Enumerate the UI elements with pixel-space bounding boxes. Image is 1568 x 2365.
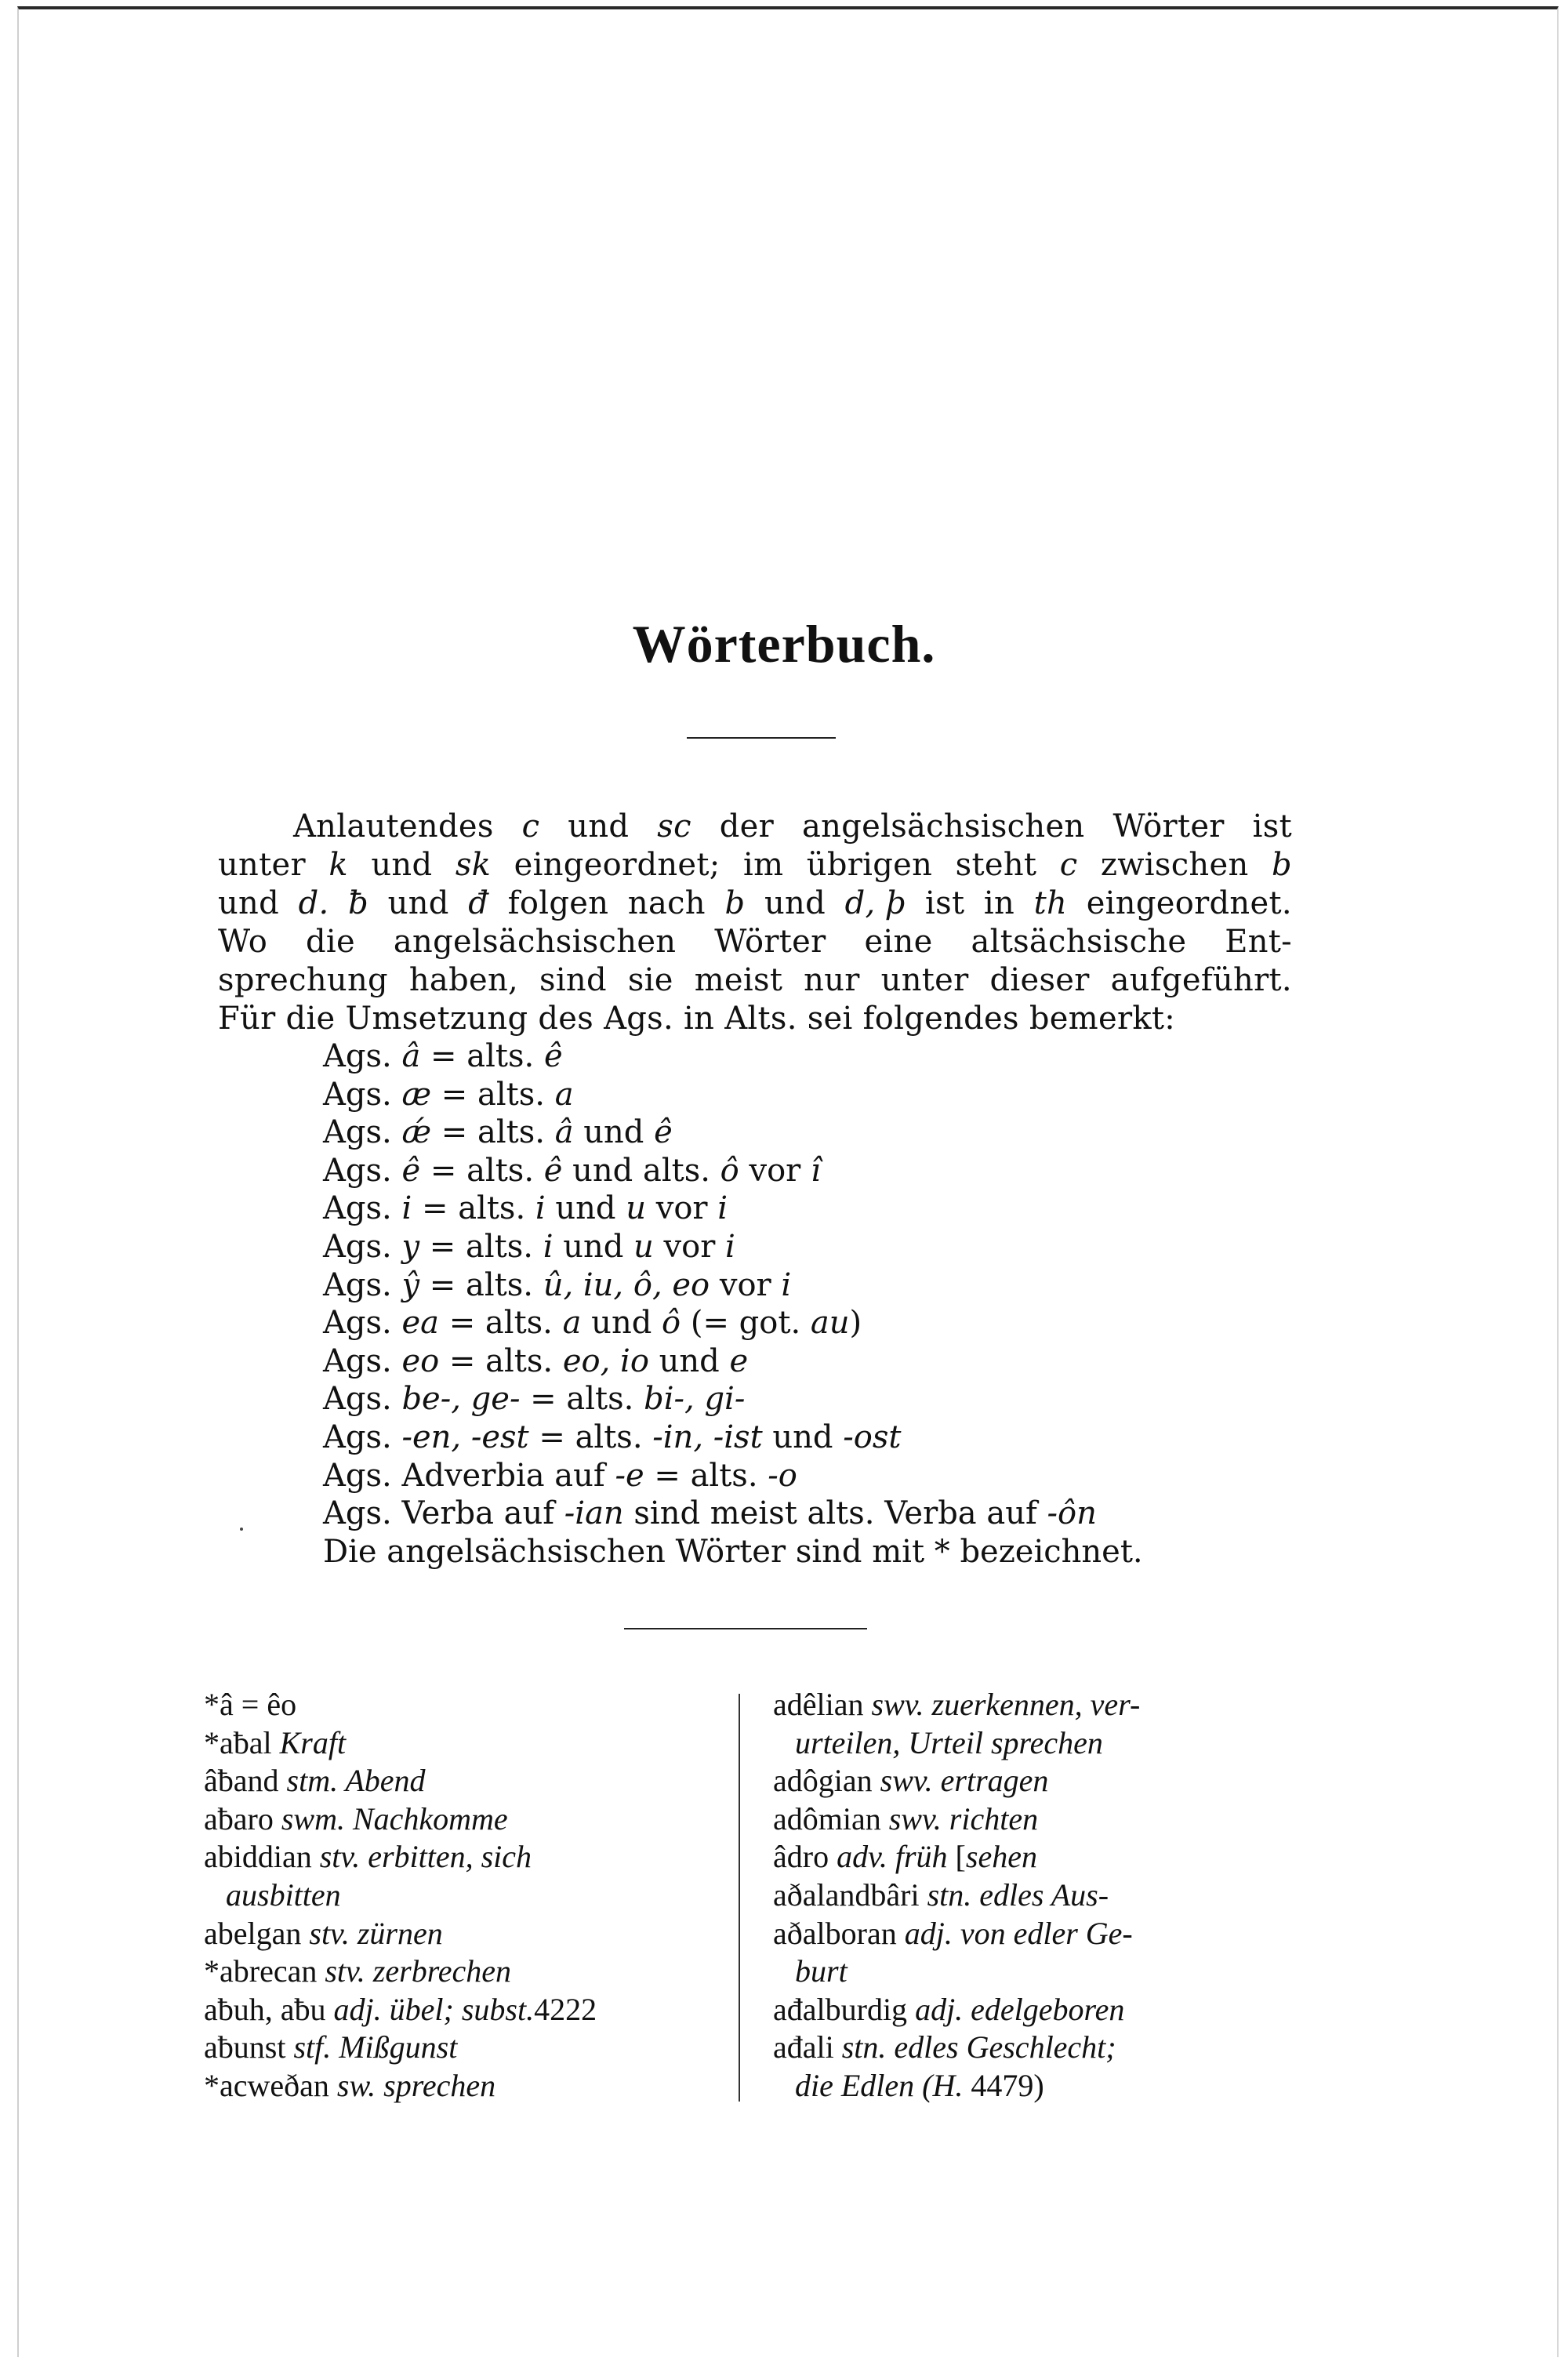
mapping-part: au xyxy=(810,1305,850,1342)
dictionary-entry xyxy=(773,1915,1306,1953)
mapping-part: i xyxy=(401,1190,412,1227)
dictionary-entry xyxy=(204,1762,713,1800)
entry-headword: *aƀal xyxy=(204,1724,280,1760)
mapping-part: ŷ xyxy=(401,1266,420,1303)
intro-word: c xyxy=(1059,847,1078,883)
mapping-part: vor xyxy=(646,1190,718,1227)
entry-headword: 4479) xyxy=(963,2067,1044,2103)
mapping-part: ô xyxy=(720,1152,739,1189)
dictionary-entry xyxy=(773,1800,1306,1839)
entry-gloss: stf. Mißgunst xyxy=(293,2029,458,2065)
entry-headword: 4222 xyxy=(534,1991,597,2027)
entry-continuation xyxy=(773,1725,1103,1760)
intro-word: sc xyxy=(657,808,691,845)
mapping-part: ê xyxy=(654,1114,673,1151)
dictionary-entry xyxy=(773,1838,1306,1876)
entry-headword: abiddian xyxy=(204,1839,320,1875)
mapping-row xyxy=(323,1228,1303,1266)
dictionary-entry xyxy=(773,1876,1306,1915)
mapping-part: ) xyxy=(849,1305,862,1342)
intro-word: Wo xyxy=(218,924,268,960)
entry-line xyxy=(773,1992,1124,2027)
mapping-part: bi-, gi- xyxy=(644,1381,746,1418)
mapping-part: -ôn xyxy=(1036,1495,1097,1532)
entry-headword: âdro xyxy=(773,1839,837,1875)
print-speck xyxy=(240,1528,243,1531)
mapping-row xyxy=(323,1076,1303,1114)
mapping-part: ê xyxy=(401,1152,421,1189)
intro-word: sie xyxy=(627,962,673,998)
intro-word: sind xyxy=(539,962,607,998)
intro-line xyxy=(218,885,1292,923)
mapping-part: = alts. xyxy=(439,1342,563,1379)
intro-word: Anlautendes xyxy=(293,808,494,845)
intro-word: d, þ xyxy=(844,885,906,921)
entry-gloss: stn. edles Aus- xyxy=(927,1876,1109,1913)
entry-line xyxy=(773,1916,1133,1951)
mapping-part: = alts. xyxy=(420,1038,544,1074)
intro-paragraph xyxy=(218,808,1292,1038)
intro-word: nur xyxy=(804,962,860,998)
mapping-part: i xyxy=(717,1190,728,1227)
entry-gloss: swv. richten xyxy=(888,1800,1039,1836)
entry-headword: aðalandbâri xyxy=(773,1876,927,1913)
mapping-part: = alts. xyxy=(431,1076,555,1113)
entry-line xyxy=(773,2029,1116,2065)
mapping-part: â xyxy=(554,1114,574,1151)
mapping-row xyxy=(323,1304,1303,1342)
mapping-prefix: Ags. xyxy=(323,1190,402,1227)
mapping-part: i xyxy=(535,1190,546,1227)
mapping-part: ǽ xyxy=(401,1114,432,1151)
dictionary-entry xyxy=(204,1876,713,1915)
mapping-row xyxy=(323,1419,1303,1457)
intro-line xyxy=(218,846,1292,885)
mapping-part: vor xyxy=(739,1152,811,1189)
intro-word: th xyxy=(1033,885,1068,921)
entry-line xyxy=(773,1801,1038,1836)
entry-gloss: adj. edelgeboren xyxy=(915,1991,1125,2027)
entry-headword: aƀaro xyxy=(204,1800,281,1836)
intro-word: eine xyxy=(864,924,933,960)
mapping-part: und xyxy=(762,1419,844,1455)
mapping-part: und alts. xyxy=(562,1152,720,1189)
mapping-prefix: Ags. xyxy=(323,1152,402,1189)
mapping-row xyxy=(323,1037,1303,1076)
mapping-part: und xyxy=(553,1228,634,1265)
entry-line xyxy=(773,1763,1048,1798)
intro-word: und xyxy=(764,885,826,921)
entry-gloss: adv. früh xyxy=(837,1839,948,1875)
entry-headword: *acweðan xyxy=(204,2067,337,2103)
dictionary-entry xyxy=(204,1991,713,2029)
title-rule xyxy=(687,737,836,739)
intro-line xyxy=(218,1000,1292,1038)
intro-word: unter xyxy=(218,847,306,883)
entry-line xyxy=(773,1877,1109,1913)
entry-line xyxy=(204,1725,346,1760)
entry-gloss: Kraft xyxy=(279,1724,347,1760)
entry-headword: aðalboran xyxy=(773,1915,905,1951)
intro-word: steht xyxy=(955,847,1037,883)
mapping-part: y xyxy=(401,1228,420,1265)
mapping-part: sind meist alts. Verba xyxy=(623,1495,987,1532)
intro-word: sk xyxy=(455,847,492,883)
entry-line xyxy=(773,1839,1037,1874)
entry-line xyxy=(204,1687,296,1722)
intro-word: meist xyxy=(694,962,783,998)
mapping-part: -o xyxy=(768,1457,797,1494)
mapping-part: be-, ge- xyxy=(401,1381,521,1418)
mapping-part: vor xyxy=(710,1266,782,1303)
entry-gloss: stm. Abend xyxy=(286,1763,426,1799)
intro-word: dieser xyxy=(989,962,1090,998)
mapping-part: Adverbia auf xyxy=(401,1457,615,1494)
mapping-part: -ost xyxy=(843,1419,902,1455)
intro-word: sprechung xyxy=(218,962,388,998)
section-rule xyxy=(624,1628,867,1629)
dictionary-entry xyxy=(773,1762,1306,1800)
mapping-part: û, iu, ô, eo xyxy=(543,1266,710,1303)
mapping-part: vor xyxy=(653,1228,726,1265)
mapping-row xyxy=(323,1342,1303,1381)
mapping-part: e xyxy=(729,1342,749,1379)
entry-line xyxy=(204,1992,597,2027)
mapping-prefix: Ags. xyxy=(323,1305,402,1342)
mapping-part: = alts. xyxy=(438,1305,563,1342)
mapping-part: î xyxy=(810,1152,821,1189)
mapping-part: i xyxy=(725,1228,735,1265)
intro-word: der xyxy=(719,808,775,845)
mapping-prefix: Ags. xyxy=(323,1228,402,1265)
entry-gloss: swm. Nachkomme xyxy=(281,1800,508,1836)
mapping-part: eo, io xyxy=(562,1342,649,1379)
mapping-prefix: Ags. xyxy=(323,1076,402,1113)
intro-word: angelsächsischen xyxy=(802,808,1085,845)
mapping-part: = alts. xyxy=(412,1190,535,1227)
intro-word: nach xyxy=(627,885,706,921)
intro-word: Für die Umsetzung des Ags. in Alts. sei folgendes bemerkt: xyxy=(218,1001,1176,1037)
dictionary-entry xyxy=(773,2067,1306,2105)
mapping-part: -ian xyxy=(564,1495,624,1532)
mapping-prefix: Ags. xyxy=(323,1495,402,1532)
mapping-list xyxy=(323,1037,1303,1571)
mapping-part: â xyxy=(401,1038,421,1074)
entry-headword: ađali xyxy=(773,2029,842,2065)
dictionary-entry xyxy=(204,1724,713,1763)
mapping-part: eo xyxy=(401,1342,440,1379)
entry-headword: abelgan xyxy=(204,1915,310,1951)
intro-line xyxy=(218,961,1292,1000)
mapping-part: ea xyxy=(401,1305,439,1342)
mapping-prefix: Ags. xyxy=(323,1038,402,1074)
entry-line xyxy=(204,1916,443,1951)
entry-headword: adêlian xyxy=(773,1687,872,1722)
entry-gloss: urteilen, Urteil sprechen xyxy=(795,1724,1103,1760)
entry-headword: aƀuh, aƀu xyxy=(204,1991,334,2027)
entry-gloss: adj. von edler Ge- xyxy=(904,1915,1133,1951)
mapping-part: Die angelsächsischen Wörter sind mit * bezeichnet. xyxy=(323,1533,1143,1570)
dictionary-entry xyxy=(204,1800,713,1839)
dictionary-entry xyxy=(773,1953,1306,1991)
page-title: Wörterbuch. xyxy=(632,614,936,674)
mapping-prefix: Ags. xyxy=(323,1342,402,1379)
entry-gloss: burt xyxy=(795,1953,848,1989)
intro-word: haben, xyxy=(408,962,519,998)
intro-word: k xyxy=(328,847,348,883)
intro-word: Wörter xyxy=(714,924,826,960)
mapping-row xyxy=(323,1190,1303,1228)
intro-line xyxy=(218,923,1292,961)
mapping-part: (= got. xyxy=(681,1305,811,1342)
entry-headword: adômian xyxy=(773,1800,889,1836)
entry-gloss: stv. erbitten, sich xyxy=(319,1839,532,1875)
mapping-part: ô xyxy=(662,1305,681,1342)
intro-word: Ent- xyxy=(1225,924,1292,960)
mapping-row xyxy=(323,1533,1303,1571)
entry-line xyxy=(204,1839,532,1874)
entry-gloss: swv. ertragen xyxy=(880,1763,1049,1799)
entry-gloss: stv. zürnen xyxy=(309,1915,443,1951)
mapping-part: Verba auf xyxy=(401,1495,564,1532)
intro-line xyxy=(218,808,1292,846)
mapping-part: und xyxy=(581,1305,662,1342)
intro-word: b xyxy=(1271,847,1292,883)
dictionary-entry xyxy=(204,2067,713,2105)
mapping-row xyxy=(323,1495,1303,1533)
dictionary-entry xyxy=(204,1686,713,1724)
mapping-part: -in, -ist xyxy=(652,1419,763,1455)
column-divider xyxy=(739,1694,740,2102)
entry-gloss: stv. zerbrechen xyxy=(325,1953,512,1989)
mapping-row xyxy=(323,1266,1303,1305)
mapping-row xyxy=(323,1152,1303,1190)
mapping-row xyxy=(323,1380,1303,1419)
mapping-part: ê xyxy=(543,1152,563,1189)
mapping-prefix: Ags. xyxy=(323,1266,402,1303)
entry-line xyxy=(204,2068,495,2103)
entry-gloss: die Edlen (H. xyxy=(795,2067,964,2103)
intro-word: übrigen xyxy=(806,847,933,883)
dictionary-entry xyxy=(773,2029,1306,2067)
entry-gloss: swv. zuerkennen, ver- xyxy=(871,1687,1141,1722)
intro-word: ist xyxy=(1252,808,1292,845)
mapping-part: und xyxy=(545,1190,626,1227)
intro-word: b xyxy=(724,885,746,921)
mapping-part: = alts. xyxy=(528,1419,653,1455)
dictionary-entry xyxy=(773,1686,1306,1724)
mapping-prefix: Ags. xyxy=(323,1381,402,1418)
intro-word: zwischen xyxy=(1100,847,1249,883)
mapping-part: und xyxy=(573,1114,655,1151)
intro-word: altsächsische xyxy=(971,924,1187,960)
intro-word: ist xyxy=(925,885,965,921)
entry-headword: [ xyxy=(947,1839,966,1875)
dictionary-entry xyxy=(773,1991,1306,2029)
entry-headword: *abrecan xyxy=(204,1953,325,1989)
entry-gloss: sehen xyxy=(965,1839,1037,1875)
intro-word: angelsächsischen xyxy=(393,924,677,960)
entry-gloss: ausbitten xyxy=(226,1876,341,1913)
intro-word: und xyxy=(218,885,280,921)
dictionary-entry xyxy=(773,1724,1306,1763)
mapping-part: = alts. xyxy=(520,1381,644,1418)
dictionary-entry xyxy=(204,2029,713,2067)
intro-word: folgen xyxy=(507,885,609,921)
entry-line xyxy=(204,2029,457,2065)
intro-word: und xyxy=(387,885,449,921)
entry-gloss: stn. edles Geschlecht; xyxy=(841,2029,1116,2065)
mapping-prefix: Ags. xyxy=(323,1419,402,1455)
mapping-part: = alts. xyxy=(419,1266,543,1303)
entry-line xyxy=(773,1687,1140,1722)
intro-word: und xyxy=(371,847,433,883)
mapping-part: u xyxy=(633,1228,654,1265)
intro-word: ƀ xyxy=(348,885,369,921)
intro-word: eingeordnet. xyxy=(1086,885,1292,921)
dictionary-column-right xyxy=(773,1686,1306,2105)
mapping-part: u xyxy=(626,1190,646,1227)
mapping-part: æ xyxy=(401,1076,432,1113)
intro-word: im xyxy=(743,847,784,883)
mapping-prefix: Ags. xyxy=(323,1457,402,1494)
mapping-prefix: Ags. xyxy=(323,1114,402,1151)
entry-gloss: adj. übel; subst. xyxy=(333,1991,535,2027)
entry-headword: *â = êo xyxy=(204,1687,297,1722)
intro-word: in xyxy=(983,885,1015,921)
entry-continuation xyxy=(204,1877,341,1913)
dictionary-entry xyxy=(204,1915,713,1953)
intro-word: Wörter xyxy=(1112,808,1225,845)
intro-word: unter xyxy=(880,962,969,998)
mapping-part: a xyxy=(554,1076,574,1113)
intro-word: đ xyxy=(468,885,489,921)
mapping-row xyxy=(323,1113,1303,1152)
intro-word: c xyxy=(521,808,540,845)
entry-continuation xyxy=(773,1953,848,1989)
entry-headword: adôgian xyxy=(773,1763,880,1799)
intro-word: die xyxy=(306,924,355,960)
mapping-part: i xyxy=(543,1228,554,1265)
mapping-part: = alts. xyxy=(420,1152,544,1189)
mapping-part: -e xyxy=(615,1457,644,1494)
entry-gloss: sw. sprechen xyxy=(336,2067,496,2103)
entry-line xyxy=(204,1801,508,1836)
intro-word: aufgeführt. xyxy=(1110,962,1292,998)
mapping-part: = alts. xyxy=(644,1457,768,1494)
entry-line xyxy=(204,1763,426,1798)
entry-line xyxy=(204,1953,511,1989)
entry-headword: ađalburdig xyxy=(773,1991,916,2027)
mapping-part: = alts. xyxy=(431,1114,555,1151)
dictionary-entry xyxy=(204,1838,713,1876)
entry-headword: âƀand xyxy=(204,1763,287,1799)
intro-word: eingeordnet; xyxy=(514,847,720,883)
mapping-part: a xyxy=(562,1305,582,1342)
dictionary-column-left xyxy=(204,1686,713,2105)
mapping-part: -en, -est xyxy=(401,1419,529,1455)
mapping-part: = alts. xyxy=(419,1228,543,1265)
mapping-part: auf xyxy=(986,1495,1037,1532)
intro-word: und xyxy=(568,808,630,845)
entry-continuation xyxy=(773,2068,1044,2103)
entry-headword: aƀunst xyxy=(204,2029,294,2065)
intro-word: d. xyxy=(298,885,329,921)
mapping-part: i xyxy=(781,1266,792,1303)
mapping-part: und xyxy=(648,1342,730,1379)
mapping-row xyxy=(323,1457,1303,1495)
mapping-part: ê xyxy=(543,1038,563,1074)
dictionary-entry xyxy=(204,1953,713,1991)
